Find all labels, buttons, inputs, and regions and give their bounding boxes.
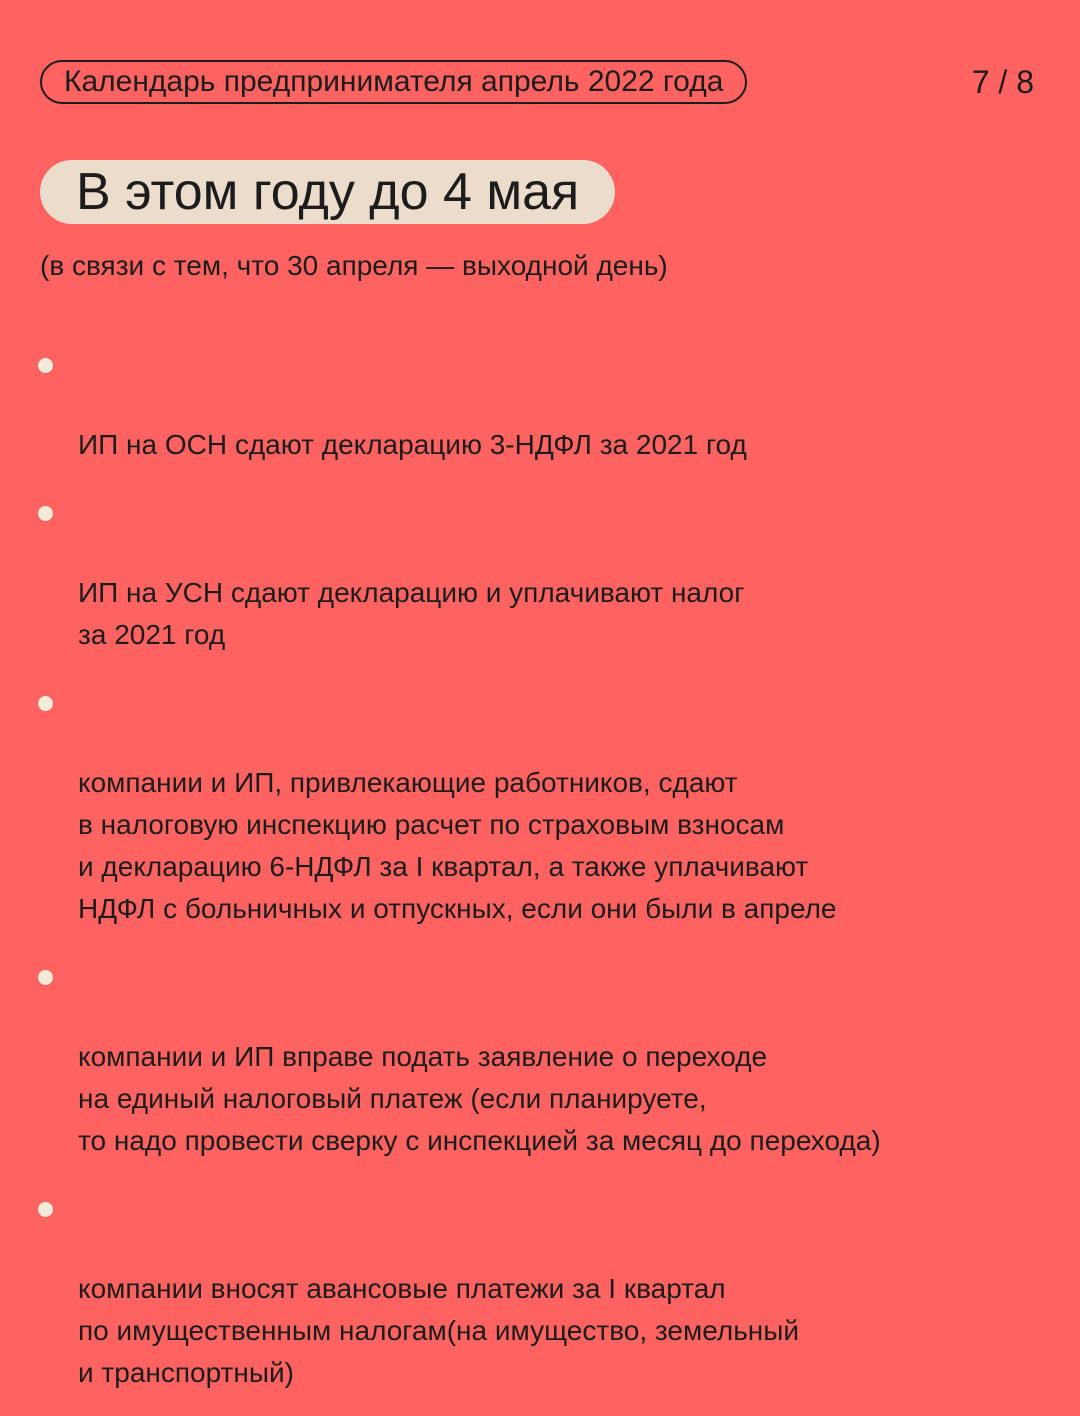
list-item-text: компании и ИП вправе подать заявление о переходе на единый налоговый платеж (если планируете, то надо провести сверку с инспекцией за месяц до перехода)	[78, 1041, 881, 1156]
page-counter: 7 / 8	[971, 64, 1034, 100]
bullet-dot-icon	[38, 1202, 53, 1217]
obligations-list	[38, 340, 1068, 1416]
list-item	[38, 340, 1068, 466]
calendar-title: Календарь предпринимателя апрель 2022 года	[64, 65, 724, 98]
list-item	[38, 952, 1068, 1162]
list-item-text: ИП на ОСН сдают декларацию 3-НДФЛ за 2021 год	[78, 429, 747, 460]
deadline-note: (в связи с тем, что 30 апреля — выходной день)	[40, 250, 668, 281]
list-item-text: компании вносят авансовые платежи за I квартал по имущественным налогам(на имущество, земельный и транспортный)	[78, 1273, 800, 1388]
bullet-dot-icon	[38, 696, 53, 711]
list-item	[38, 1184, 1068, 1394]
deadline-headline-text: В этом году до 4 мая	[76, 163, 580, 221]
bullet-dot-icon	[38, 358, 53, 373]
calendar-title-pill	[40, 60, 747, 104]
list-item	[38, 678, 1068, 930]
bullet-dot-icon	[38, 506, 53, 521]
bullet-dot-icon	[38, 970, 53, 985]
deadline-headline	[40, 160, 615, 224]
list-item	[38, 488, 1068, 656]
list-item-text: ИП на УСН сдают декларацию и уплачивают налог за 2021 год	[78, 577, 745, 650]
list-item-text: компании и ИП, привлекающие работников, сдают в налоговую инспекцию расчет по страховым взносам и декларацию 6-НДФЛ за I квартал, а также уплачивают НДФЛ с больничных и отпускных, если они были в апреле	[78, 767, 837, 924]
